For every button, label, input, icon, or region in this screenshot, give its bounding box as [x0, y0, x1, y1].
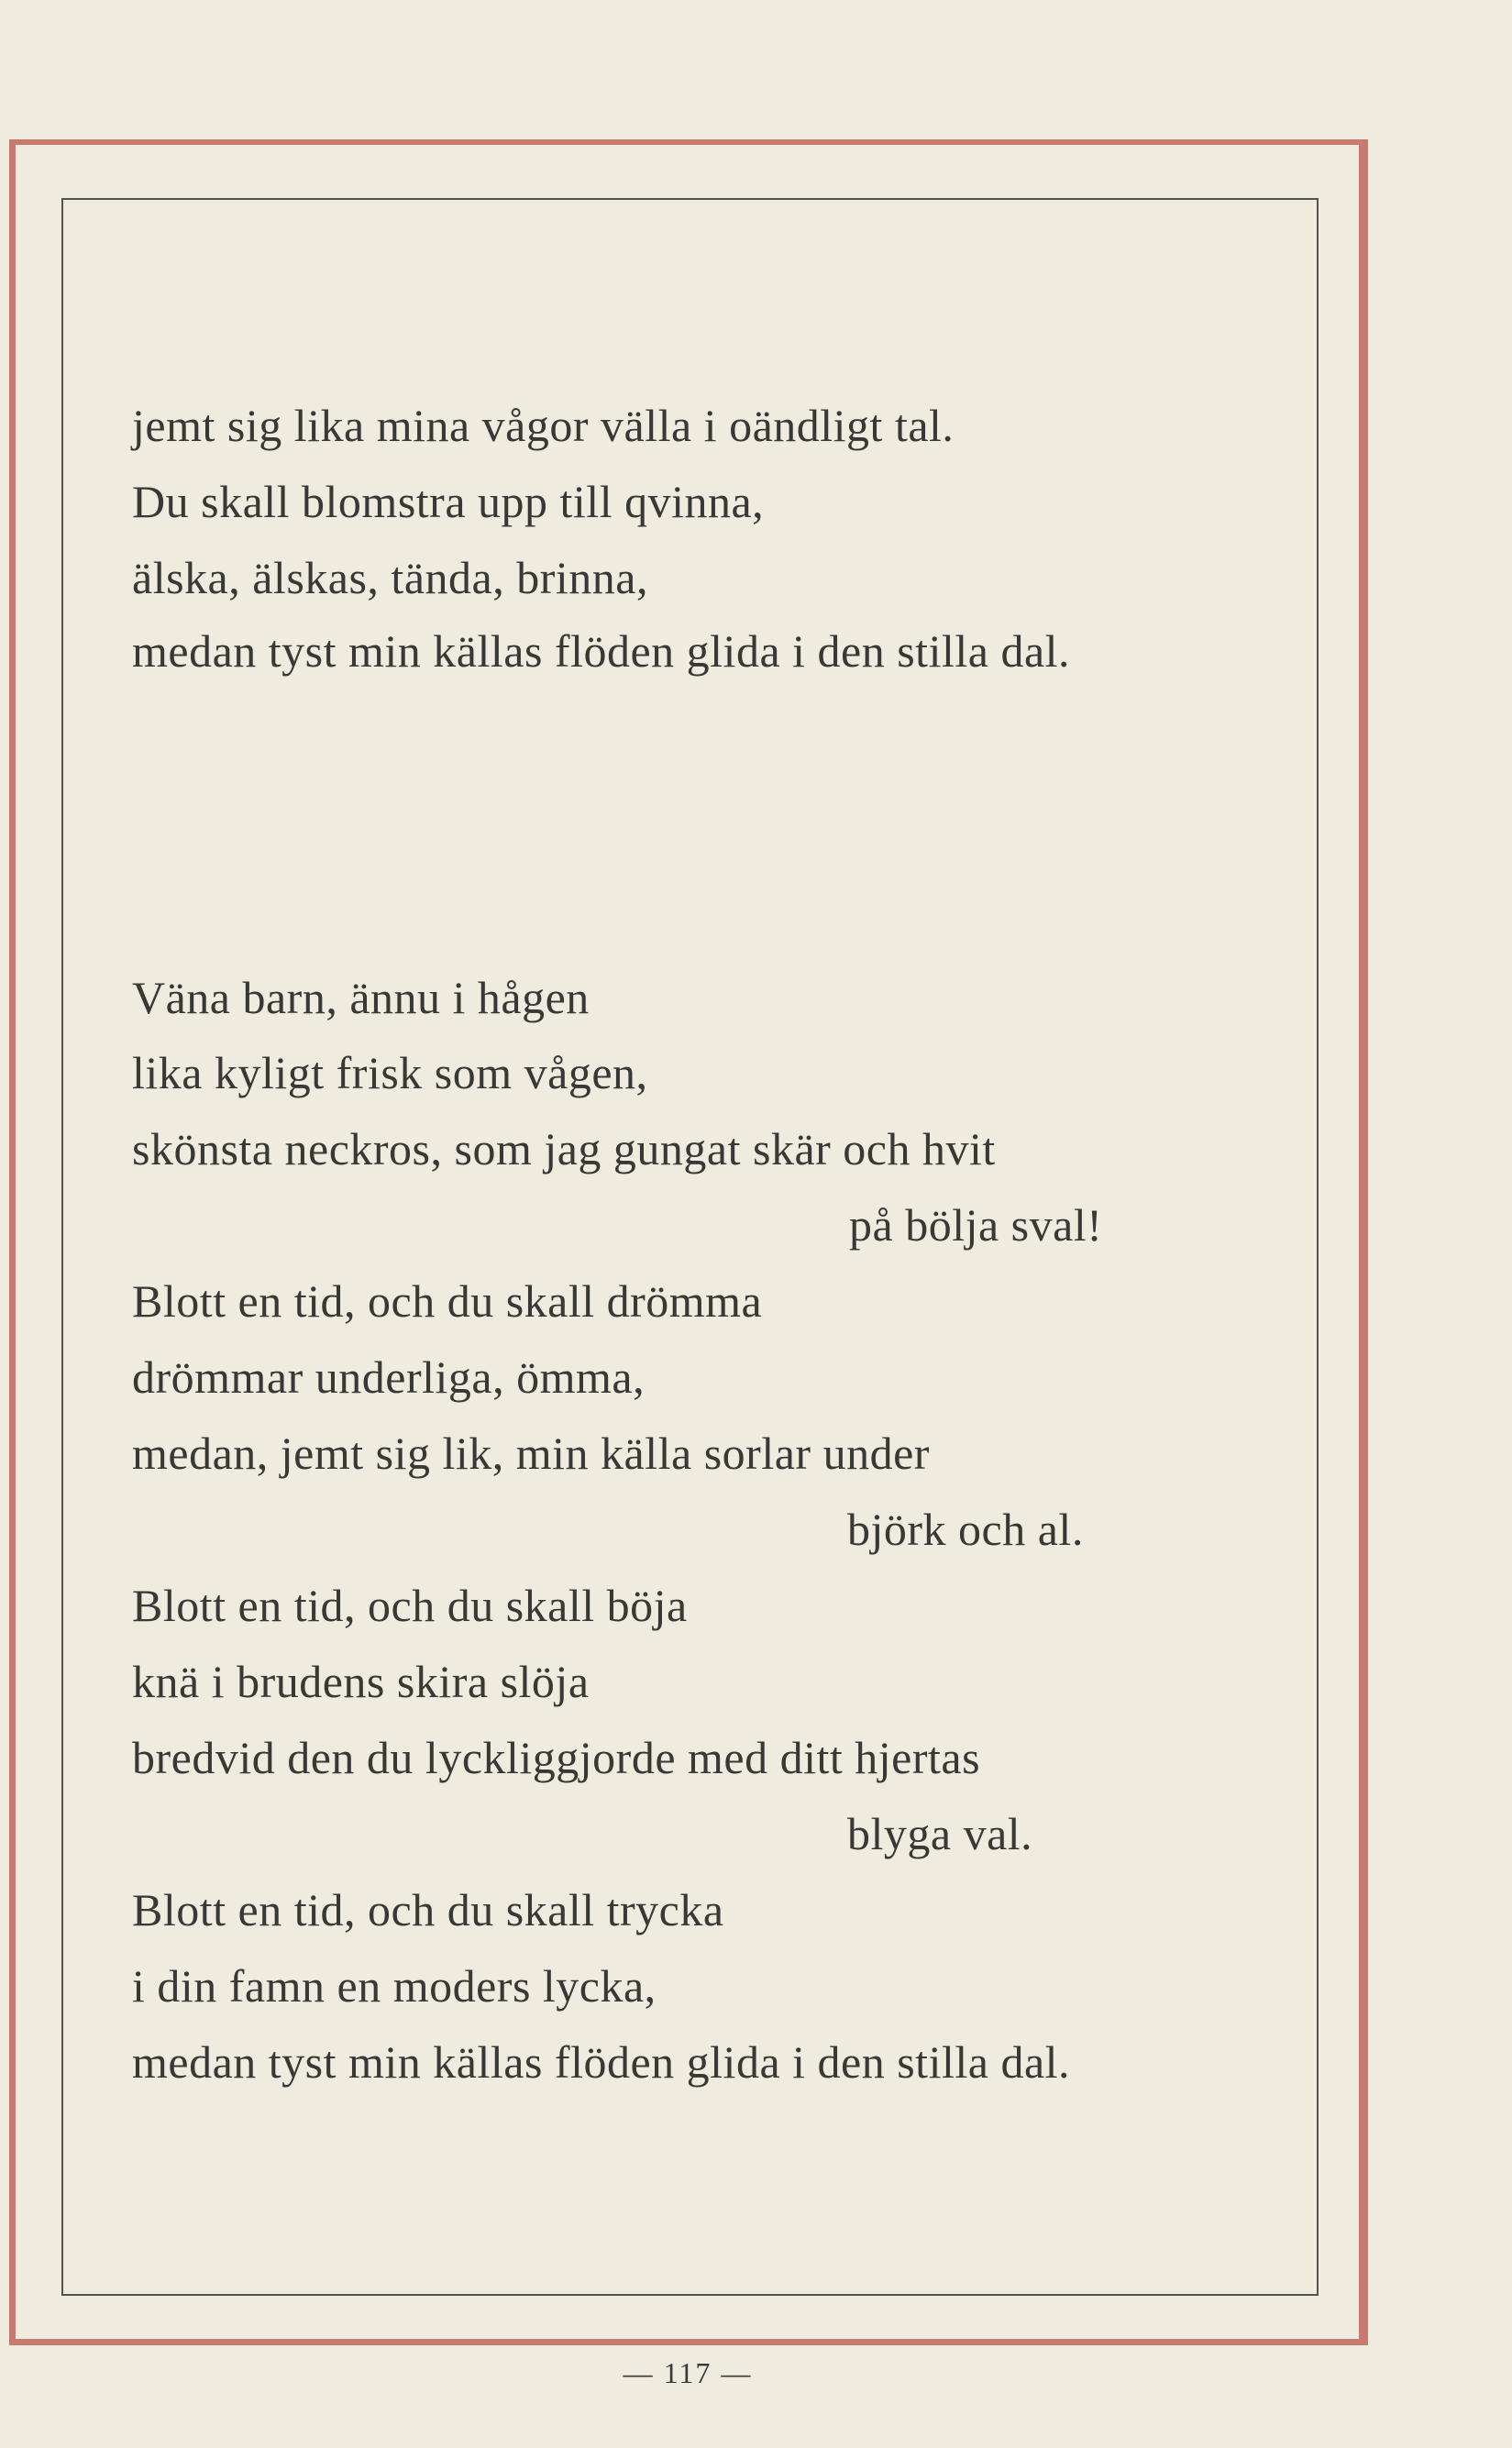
poem-line: Du skall blomstra upp till qvinna,: [132, 476, 765, 527]
poem-line: i din famn en moders lycka,: [132, 1960, 657, 2012]
poem-line: bredvid den du lyckliggjorde med ditt hjertas: [132, 1732, 981, 1783]
poem-line: knä i brudens skira slöja: [132, 1656, 590, 1707]
poem-line: jemt sig lika mina vågor välla i oändligt tal.: [132, 400, 955, 451]
poem-line: medan tyst min källas flöden glida i den stilla dal.: [132, 625, 1071, 677]
poem-line: Blott en tid, och du skall drömma: [132, 1275, 763, 1327]
poem-line: Väna barn, ännu i hågen: [132, 972, 590, 1023]
poem-line: älska, älskas, tända, brinna,: [132, 552, 648, 603]
poem-line: medan, jemt sig lik, min källa sorlar under: [132, 1428, 930, 1479]
poem-line: medan tyst min källas flöden glida i den stilla dal.: [132, 2036, 1071, 2088]
poem-line: skönsta neckros, som jag gungat skär och hvit: [132, 1123, 996, 1174]
poem-line: drömmar underliga, ömma,: [132, 1351, 646, 1403]
poem-line: Blott en tid, och du skall böja: [132, 1580, 688, 1631]
page-number: — 117 —: [623, 2356, 753, 2389]
poem-line-continuation: björk och al.: [847, 1504, 1084, 1555]
poem-line: lika kyligt frisk som vågen,: [132, 1047, 648, 1098]
poem-line-continuation: blyga val.: [847, 1808, 1033, 1859]
poem-line-continuation: på bölja sval!: [849, 1199, 1103, 1251]
poem-line: Blott en tid, och du skall trycka: [132, 1884, 724, 1935]
